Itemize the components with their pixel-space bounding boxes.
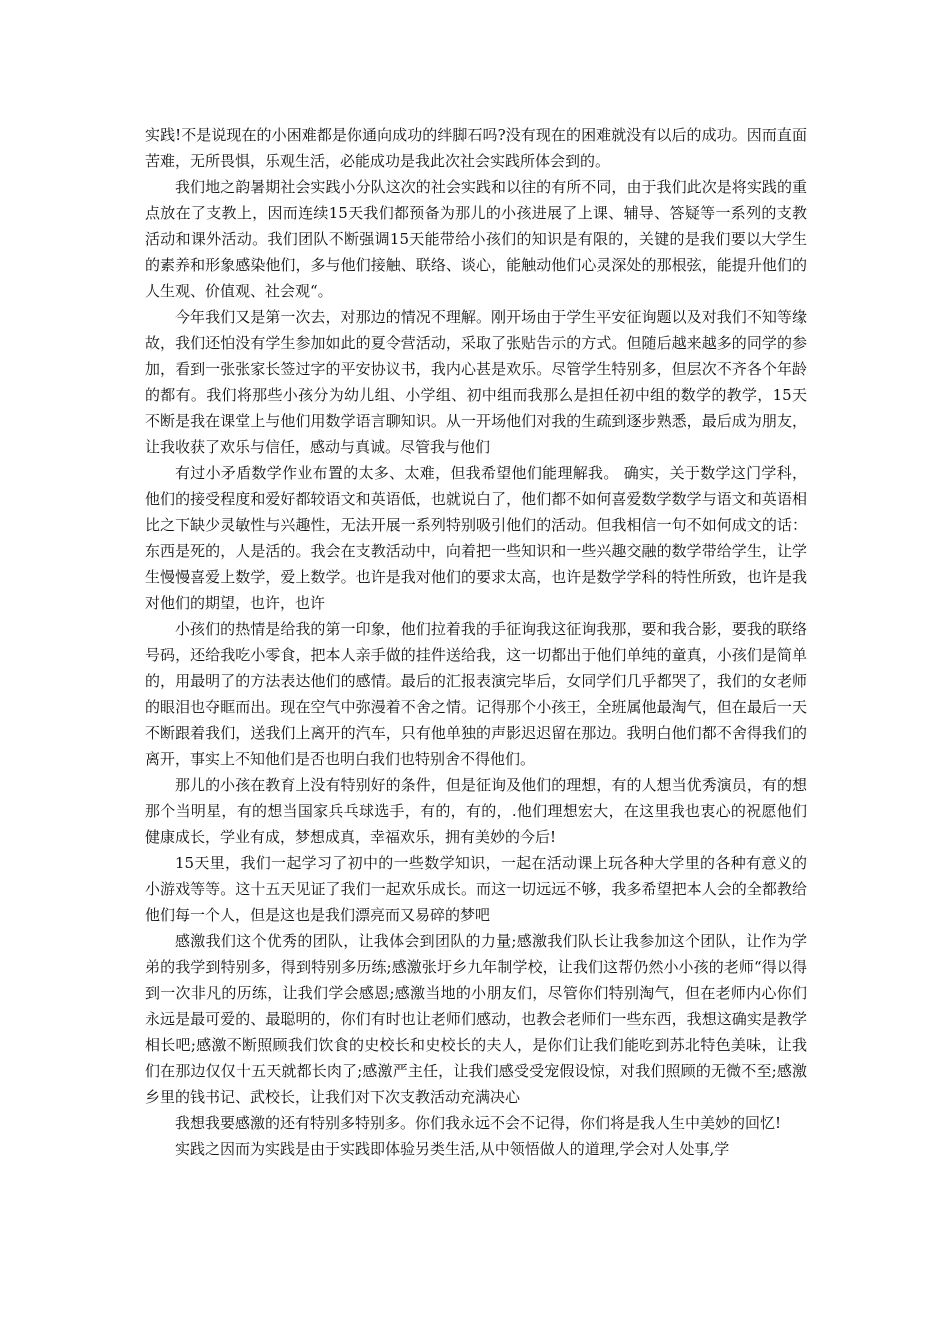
paragraph-5: 小孩们的热情是给我的第一印象，他们拉着我的手征询我这征询我那，要和我合影，要我的联络号码，还给我吃小零食，把本人亲手做的挂件送给我，这一切都出于他们单纯的童真，小孩们是简单的，用最明了的方法表达他们的感情。最后的汇报表演完毕后，女同学们几乎都哭了，我们的女老师的眼泪也夺眶而出。现在空气中弥漫着不舍之情。记得那个小孩王，全班属他最淘气，但在最后一天不断跟着我们，送我们上离开的汽车，只有他单独的声影迟迟留在那边。我明白他们都不舍得我们的离开，事实上不知他们是否也明白我们也特别舍不得他们。 bbox=[145, 620, 807, 768]
paragraph-3: 今年我们又是第一次去，对那边的情况不理解。刚开场由于学生平安征询题以及对我们不知等缘故，我们还怕没有学生参加如此的夏令营活动，采取了张贴告示的方式。但随后越来越多的同学的参加，看到一张张家长签过字的平安协议书，我内心甚是欢乐。尽管学生特别多，但层次不齐各个年龄的都有。我们将那些小孩分为幼儿组、小学组、初中组而我那么是担任初中组的数学的教学，15天不断是我在课堂上与他们用数学语言聊知识。从一开场他们对我的生疏到逐步熟悉，最后成为朋友，让我收获了欢乐与信任，感动与真诚。尽管我与他们 bbox=[145, 308, 807, 456]
paragraph-7: 15天里，我们一起学习了初中的一些数学知识，一起在活动课上玩各种大学里的各种有意义的小游戏等等。这十五天见证了我们一起欢乐成长。而这一切远远不够，我多希望把本人会的全都教给他们每一个人，但是这也是我们漂亮而又易碎的梦吧 bbox=[145, 854, 807, 924]
paragraph-8: 感激我们这个优秀的团队，让我体会到团队的力量;感激我们队长让我参加这个团队，让作为学弟的我学到特别多，得到特别多历练;感激张圩乡九年制学校，让我们这帮仍然小小孩的老师“得以得到一次非凡的历练，让我们学会感恩;感激当地的小朋友们，尽管你们特别淘气，但在老师内心你们永远是最可爱的、最聪明的，你们有时也让老师们感动，也教会老师们一些东西，我想这确实是教学相长吧;感激不断照顾我们饮食的史校长和史校长的夫人，是你们让我们能吃到苏北特色美味，让我们在那边仅仅十五天就都长肉了;感激严主任，让我们感受受宠假设惊，对我们照顾的无微不至;感激乡里的钱书记、武校长，让我们对下次支教活动充满决心 bbox=[145, 932, 807, 1106]
paragraph-10: 实践之因而为实践是由于实践即体验另类生活,从中领悟做人的道理,学会对人处事,学 bbox=[175, 1140, 730, 1158]
paragraph-2: 我们地之韵暑期社会实践小分队这次的社会实践和以往的有所不同，由于我们此次是将实践的重点放在了支教上，因而连续15天我们都预备为那儿的小孩进展了上课、辅导、答疑等一系列的支教活动和课外活动。我们团队不断强调15天能带给小孩们的知识是有限的，关键的是我们要以大学生的素养和形象感染他们，多与他们接触、联络、谈心，能触动他们心灵深处的那根弦，能提升他们的人生观、价值观、社会观“。 bbox=[145, 178, 807, 300]
paragraph-1: 实践!不是说现在的小困难都是你通向成功的绊脚石吗?没有现在的困难就没有以后的成功。因而直面苦难，无所畏惧，乐观生活，必能成功是我此次社会实践所体会到的。 bbox=[145, 126, 807, 170]
paragraph-6: 那儿的小孩在教育上没有特别好的条件，但是征询及他们的理想，有的人想当优秀演员，有的想那个当明星，有的想当国家兵乓球选手，有的，有的，.他们理想宏大，在这里我也衷心的祝愿他们健康成长，学业有成，梦想成真，幸福欢乐，拥有美妙的今后! bbox=[145, 776, 807, 846]
paragraph-9: 我想我要感激的还有特别多特别多。你们我永远不会不记得，你们将是我人生中美妙的回忆! bbox=[175, 1114, 782, 1132]
paragraph-4: 有过小矛盾数学作业布置的太多、太难，但我希望他们能理解我。 确实，关于数学这门学科，他们的接受程度和爱好都较语文和英语低，也就说白了，他们都不如何喜爱数学数学与语文和英语相比之下缺少灵敏性与兴趣性，无法开展一系列特别吸引他们的活动。但我相信一句不如何成文的话：东西是死的，人是活的。我会在支教活动中，向着把一些知识和一些兴趣交融的数学带给学生，让学生慢慢喜爱上数学，爱上数学。也许是我对他们的要求太高，也许是数学学科的特性所致，也许是我对他们的期望，也许，也许 bbox=[145, 464, 807, 612]
document-page bbox=[145, 122, 807, 1162]
